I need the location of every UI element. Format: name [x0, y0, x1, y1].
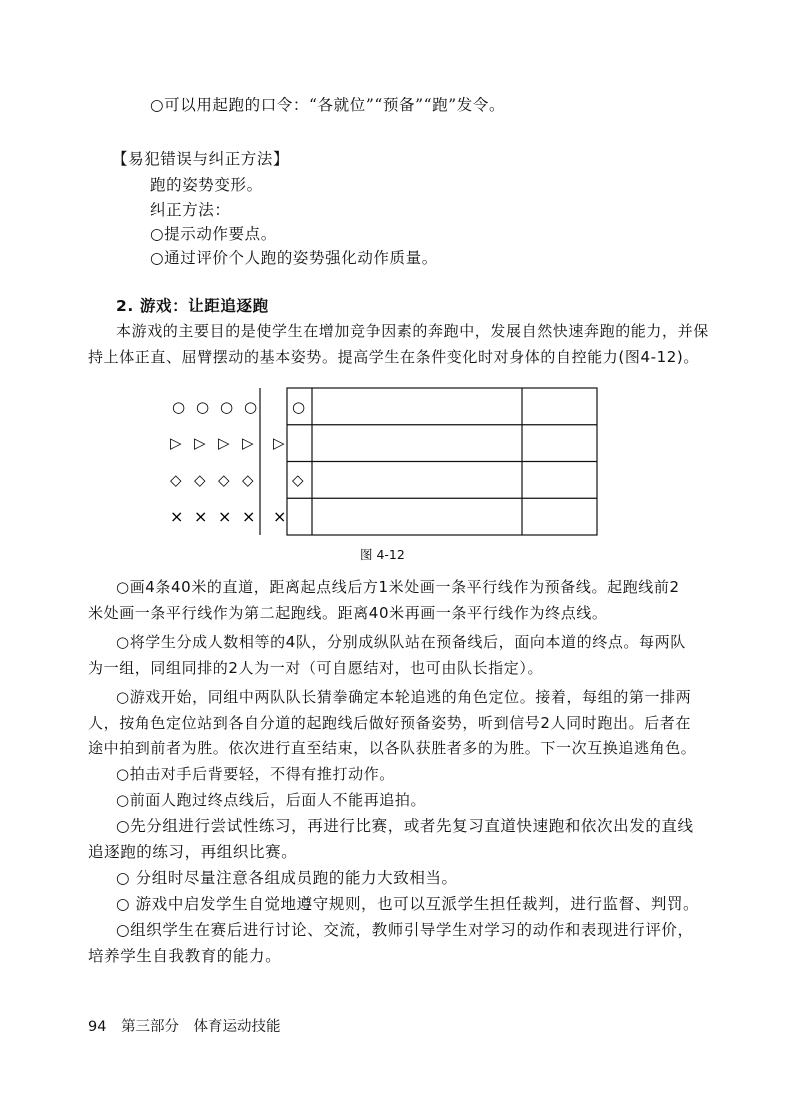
paragraph-line: 人，按角色定位站到各自分道的起跑线后做好预备姿势，听到信号2人同时跑出。后者在 [88, 714, 691, 732]
team-row-triangle [170, 434, 285, 452]
paragraph-line: ○ 分组时尽量注意各组成员跑的能力大致相当。 [116, 869, 458, 887]
runner-symbol: ◇ [170, 471, 182, 489]
runner-symbol: ◇ [218, 471, 230, 489]
leader-symbol: ▷ [273, 434, 285, 452]
runner-symbol: ○ [196, 398, 210, 416]
paragraph-line: 持上体正直、屈臂摆动的基本姿势。提高学生在条件变化时对身体的自控能力(图4-12)。 [88, 348, 699, 366]
runner-symbol: ▷ [218, 434, 230, 452]
paragraph-line: 为一组，同组同排的2人为一对（可自愿结对，也可由队长指定）。 [88, 659, 544, 677]
runner-symbol: ◇ [242, 471, 254, 489]
runner-symbol: × [170, 507, 184, 526]
paragraph-line: 培养学生自我教育的能力。 [88, 947, 282, 965]
error-item: 跑的姿势变形。 [150, 176, 263, 194]
page-footer [88, 1015, 281, 1036]
paragraph-line: ○将学生分成人数相等的4队，分别成纵队站在预备线后，面向本道的终点。每两队 [116, 633, 686, 651]
leader-symbol: ○ [292, 398, 306, 416]
command-note: ○可以用起跑的口令：“各就位”“预备”“跑”发令。 [150, 96, 506, 114]
page-number: 94 [88, 1019, 107, 1035]
section-name: 第三部分 体育运动技能 [121, 1019, 281, 1035]
figure-4-12 [160, 385, 610, 540]
runner-symbol: × [242, 507, 256, 526]
runner-symbol: ○ [172, 398, 186, 416]
paragraph-line: ○组织学生在赛后进行讨论、交流，教师引导学生对学习的动作和表现进行评价， [116, 921, 694, 939]
lane-diagram [160, 385, 610, 540]
leader-symbol: ◇ [292, 471, 304, 489]
correction-item: ○通过评价个人跑的姿势强化动作质量。 [150, 249, 438, 267]
correction-item: ○提示动作要点。 [150, 225, 277, 243]
paragraph-line: ○ 游戏中启发学生自觉地遵守规则，也可以互派学生担任裁判，进行监督、判罚。 [116, 895, 700, 913]
runner-symbol: × [194, 507, 208, 526]
team-row-cross [170, 507, 286, 526]
runner-symbol: ◇ [194, 471, 206, 489]
leader-symbol: × [273, 507, 287, 526]
team-row-circle [172, 398, 305, 416]
paragraph-line: 追逐跑的练习，再组织比赛。 [88, 843, 298, 861]
section-title: 2. 游戏：让距追逐跑 [116, 297, 269, 315]
runner-symbol: × [218, 507, 232, 526]
runner-symbol: ▷ [242, 434, 254, 452]
paragraph-line: ○画4条40米的直道，距离起点线后方1米处画一条平行线作为预备线。起跑线前2 [116, 578, 680, 596]
team-row-diamond [170, 471, 304, 489]
paragraph-line: ○游戏开始，同组中两队队长猜拳确定本轮追逃的角色定位。接着，每组的第一排两 [116, 688, 692, 706]
runner-symbol: ▷ [170, 434, 182, 452]
runner-symbol: ▷ [194, 434, 206, 452]
paragraph-line: ○拍击对手后背要轻，不得有推打动作。 [116, 765, 395, 783]
paragraph-line: ○前面人跑过终点线后，后面人不能再追拍。 [116, 791, 427, 809]
runner-symbol: ○ [220, 398, 234, 416]
runner-symbol: ○ [244, 398, 258, 416]
correction-label: 纠正方法： [150, 201, 231, 219]
paragraph-line: ○先分组进行尝试性练习，再进行比赛，或者先复习直道快速跑和依次出发的直线 [116, 817, 694, 835]
paragraph-line: 本游戏的主要目的是使学生在增加竞争因素的奔跑中，发展自然快速奔跑的能力，并保 [116, 322, 709, 340]
errors-heading: 【易犯错误与纠正方法】 [112, 150, 290, 168]
figure-caption: 图 4-12 [360, 547, 405, 562]
paragraph-line: 米处画一条平行线作为第二起跑线。距离40米再画一条平行线作为终点线。 [88, 604, 608, 622]
paragraph-line: 途中拍到前者为胜。依次进行直至结束，以各队获胜者多的为胜。下一次互换追逃角色。 [88, 739, 697, 757]
